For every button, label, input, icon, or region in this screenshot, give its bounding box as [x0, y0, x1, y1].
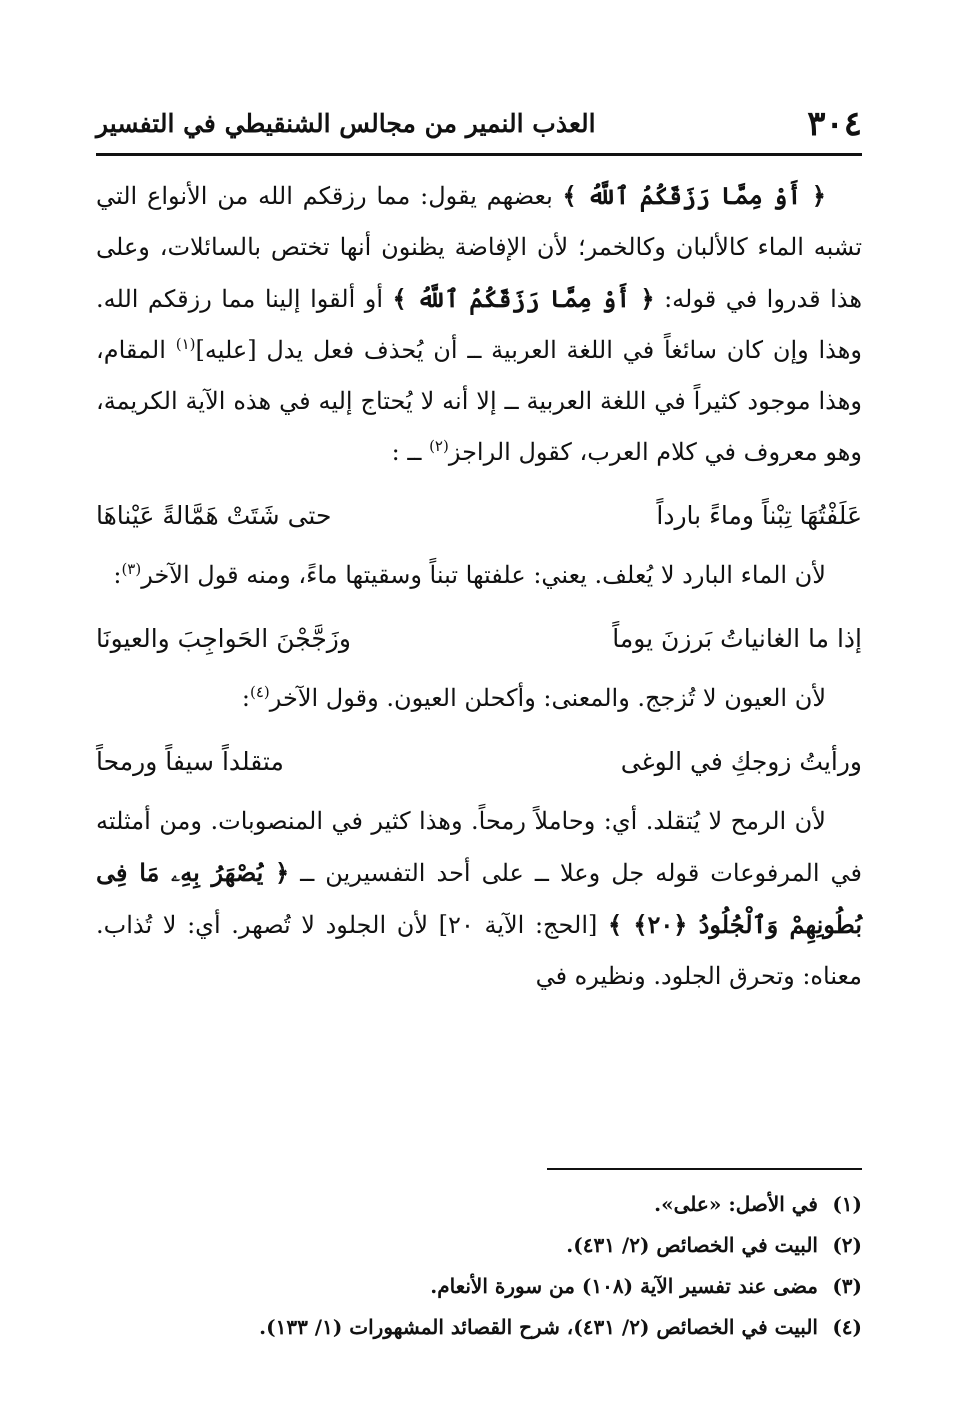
footnote-number: (٤) — [832, 1315, 862, 1339]
footnote-4 — [96, 1307, 862, 1348]
footnote-1 — [96, 1184, 862, 1225]
quran-quote: ﴿ يُصْهَرُ بِهِۦ مَا فِى بُطُونِهِمْ وَٱلْجُلُودُ ﴿٢٠﴾ ﴾ — [96, 858, 863, 939]
paragraph-3 — [96, 673, 862, 724]
footnote-text: البيت في الخصائص (٢/ ٤٣١). — [566, 1233, 818, 1257]
footnote-divider — [547, 1168, 862, 1170]
paragraph-text: لأن الرمح لا يُتقلد. أي: وحاملاً رمحاً. وهذا كثير في المنصوبات. ومن أمثلته في المرفوعات قوله جل وعلا ــ على أحد التفسيرين ــ — [96, 807, 862, 887]
verse-first-hemistich: عَلَفْتُهَا تِبْناً وماءً بارداً — [656, 501, 862, 530]
footnote-ref: (٣) — [121, 560, 142, 578]
footnotes — [96, 1168, 862, 1348]
footnote-number: (٣) — [832, 1274, 862, 1298]
footnote-ref: (٢) — [429, 437, 449, 455]
verse-first-hemistich: ورأيتُ زوجكِ في الوغى — [620, 747, 862, 776]
paragraph-text: لأن العيون لا تُزجج. والمعنى: وأكحلن العيون. وقول الآخر — [269, 684, 826, 712]
footnote-text: في الأصل: «على». — [654, 1192, 818, 1216]
paragraph-1 — [96, 170, 862, 478]
footnote-text: البيت في الخصائص (٢/ ٤٣١)، شرح القصائد المشهورات (١/ ١٣٣). — [259, 1315, 818, 1339]
paragraph-text: المقام، وهذا موجود كثيراً في اللغة العربية ــ إلا أنه لا يُحتاج إليه في هذه الآية الكريمة، وهو معروف في كلام العرب، كقول الراجز — [96, 336, 862, 466]
footnote-3 — [96, 1266, 862, 1307]
footnote-ref: (٤) — [249, 683, 270, 701]
quran-quote: ﴿ أَوْ مِمَّا رَزَقَكُمُ ٱللَّهُ ﴾ — [562, 181, 826, 210]
footnote-ref: (١) — [175, 335, 196, 353]
paragraph-text: : — [241, 684, 250, 712]
page-header — [96, 98, 862, 156]
book-title: العذب النمير من مجالس الشنقيطي في التفسير — [96, 109, 596, 138]
verse-first-hemistich: إذا ما الغانياتُ بَرزنَ يوماً — [612, 624, 862, 653]
paragraph-text: ــ : — [391, 438, 430, 466]
footnote-number: (١) — [832, 1192, 862, 1216]
main-text — [96, 170, 862, 1002]
verse-second-hemistich: وزَجَّجْنَ الحَواجِبَ والعيونَا — [96, 624, 351, 653]
paragraph-text: [الحج: الآية ٢٠] لأن الجلود لا تُصهر. أي: لا تُذاب. معناه: وتحرق الجلود. ونظيره في — [96, 911, 862, 990]
paragraph-text: أو ألقوا إلينا مما رزقكم الله. وهذا وإن كان سائغاً في اللغة العربية ــ أن يُحذف فعل يدل [عليه] — [96, 285, 863, 364]
verse-second-hemistich: متقلداً سيفاً ورمحاً — [96, 747, 284, 776]
poetry-verse-3 — [96, 734, 862, 790]
paragraph-text: بعضهم يقول: مما رزقكم الله من الأنواع التي تشبه الماء كالألبان وكالخمر؛ لأن الإفاضة يظنون أنها تختص بالسائلات، وعلى هذا قدروا في قوله: — [96, 182, 863, 313]
poetry-verse-1 — [96, 488, 862, 544]
footnote-2 — [96, 1225, 862, 1266]
page-number: ٣٠٤ — [807, 103, 862, 144]
verse-second-hemistich: حتى شَتَتْ هَمَّالةً عَيْناهَا — [96, 501, 332, 530]
paragraph-2 — [96, 550, 862, 601]
quran-quote: ﴿ أَوْ مِمَّا رَزَقَكُمُ ٱللَّهُ ﴾ — [392, 284, 655, 313]
footnote-text: مضى عند تفسير الآية (١٠٨) من سورة الأنعام. — [430, 1274, 818, 1298]
poetry-verse-2 — [96, 611, 862, 667]
paragraph-text: : — [113, 561, 122, 589]
paragraph-4 — [96, 796, 862, 1002]
footnote-number: (٢) — [832, 1233, 862, 1257]
paragraph-text: لأن الماء البارد لا يُعلف. يعني: علفتها تبناً وسقيتها ماءً، ومنه قول الآخر — [141, 561, 826, 589]
